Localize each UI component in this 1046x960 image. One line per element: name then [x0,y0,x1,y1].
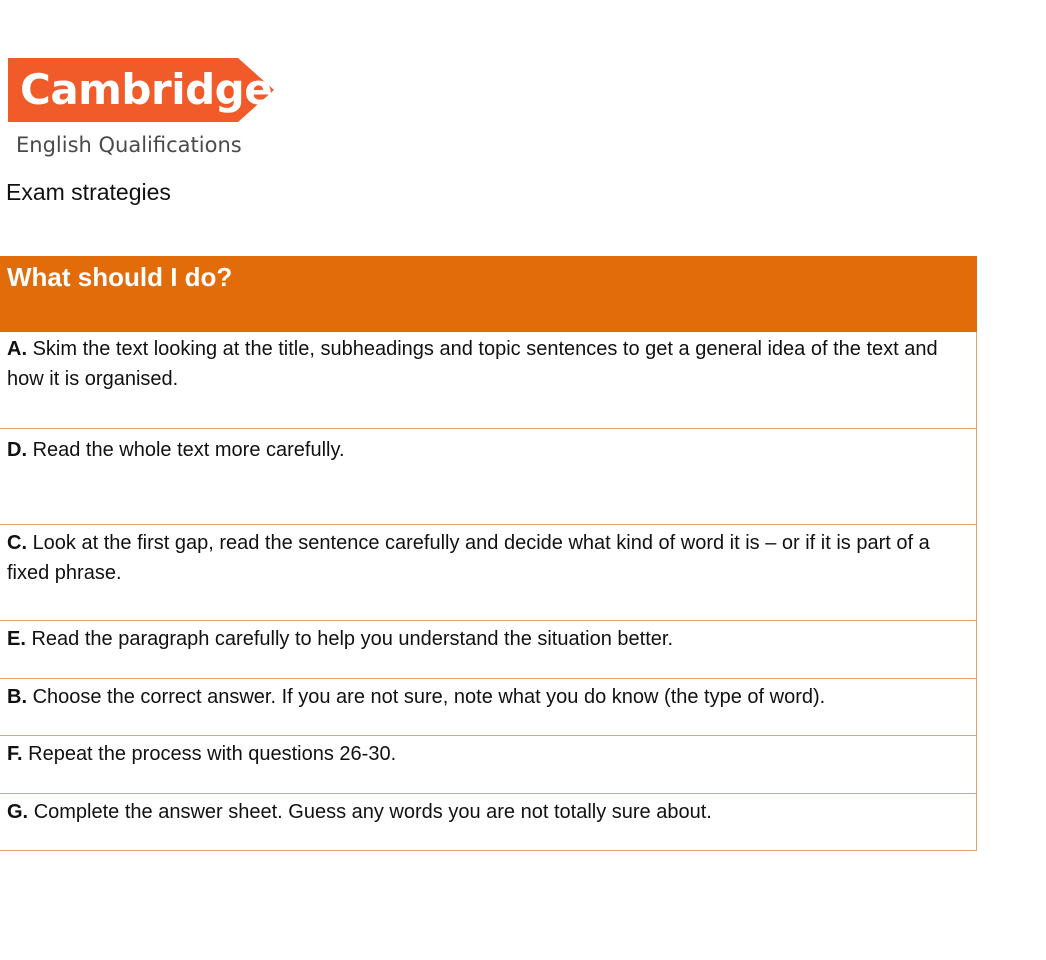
table-row [0,332,977,429]
row-text: Complete the answer sheet. Guess any words you are not totally sure about. [33,801,712,823]
row-text: Skim the text looking at the title, subheadings and topic sentences to get a general idea of the text and how it is organised. [7,338,938,390]
row-text: Repeat the process with questions 26-30. [28,743,397,765]
table-row [0,794,977,851]
table-row [0,525,977,621]
row-letter: F. [7,743,23,765]
row-text: Choose the correct answer. If you are not sure, note what you do know (the type of word). [32,686,826,708]
row-letter: B. [7,686,27,708]
row-letter: E. [7,628,26,650]
row-text: Read the paragraph carefully to help you understand the situation better. [31,628,674,650]
row-letter: A. [7,338,27,360]
table-row [0,679,977,736]
row-letter: D. [7,439,27,461]
table-row [0,736,977,794]
table-header: What should I do? [0,256,977,332]
row-letter: G. [7,801,29,823]
logo-subtitle: English Qualifications [16,133,242,157]
logo-wordmark: Cambridge [20,65,273,114]
row-text: Look at the first gap, read the sentence carefully and decide what kind of word it is – or if it is part of a fixed phrase. [7,532,930,584]
cambridge-logo [8,58,274,122]
row-text: Read the whole text more carefully. [32,439,345,461]
document-title: Exam strategies [6,179,171,205]
table-row [0,621,977,679]
table-row [0,429,977,525]
strategy-table [0,256,977,851]
row-letter: C. [7,532,27,554]
